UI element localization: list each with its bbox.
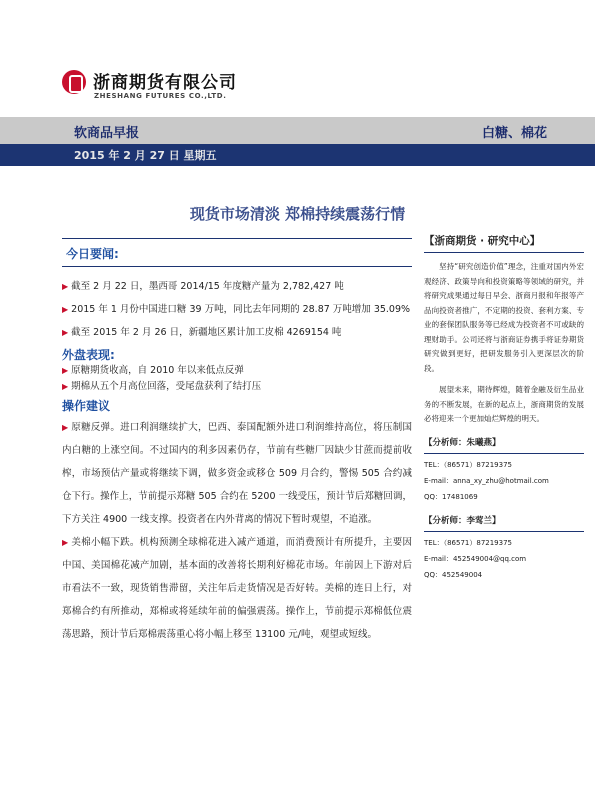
report-type-band [0, 117, 595, 144]
bullet-icon: ▶ [62, 382, 69, 391]
date-band [0, 144, 595, 166]
outer-item-text: 期棉从五个月高位回落，受尾盘获利了结打压 [71, 381, 262, 392]
today-news-title: 今日要闻: [66, 247, 119, 261]
company-name-en: ZHESHANG FUTURES CO.,LTD. [94, 92, 227, 100]
news-item-text: 2015 年 1 月份中国进口糖 39 万吨，同比去年同期的 28.87 万吨增加 35.09% [71, 304, 411, 315]
news-item-text: 截至 2 月 22 日，墨西哥 2014/15 年度糖产量为 2,782,427 吨 [71, 281, 344, 292]
analyst-qq: QQ：17481069 [424, 492, 478, 501]
news-item-text: 截至 2015 年 2 月 26 日，新疆地区累计加工皮棉 4269154 吨 [71, 327, 342, 338]
outer-item [62, 363, 412, 379]
bullet-icon: ▶ [62, 538, 69, 547]
outer-item-text: 原糖期货收高，自 2010 年以来低点反弹 [71, 365, 244, 376]
advice-paragraph-text: 原糖反弹。进口利润继续扩大，巴西、泰国配额外进口利润维持高位，将压制国内白糖的上涨空间。不过国内的利多因素仍存，节前有些糖厂因缺少甘蔗而提前收榨，市场预估产量或将继续下调，做多资金或移仓 509 月合约，警惕 505 合约减仓下行。操作上，节前提示郑糖 505 合约在 5200 一线受压，预计节后郑糖回调，下方关注 4900 一线支撑。投资者在内外背离的情况下暂时观望，不追涨。 [62, 422, 412, 525]
report-type: 软商品早报 [74, 126, 140, 141]
report-date: 2015 年 2 月 27 日 星期五 [74, 149, 217, 162]
today-news-header [62, 238, 412, 267]
report-products: 白糖、棉花 [481, 126, 547, 141]
sidebar-paragraph: 坚持“研究创造价值”理念，注重对国内外宏观经济、政策导向和投资策略等领域的研究，并将研究成果通过每日早会、浙商月报和年报等产品向投资者推广，不定期的投资、套利方案、专业的套保团队服务等已经成为投资者不可或缺的理财助手。公司还将与浙商证券携手将证券期货研究做到更好，把研发服务引入更深层次的阶段。 [424, 262, 584, 373]
analyst-tel: TEL：（86571）87219375 [424, 538, 512, 547]
analyst-name: 【分析师：李莺兰】 [424, 513, 584, 532]
bullet-icon: ▶ [62, 282, 69, 291]
bullet-icon: ▶ [62, 423, 69, 432]
company-name-cn: 浙商期货有限公司 [93, 73, 237, 93]
news-item [62, 321, 412, 344]
analyst-card [424, 513, 584, 583]
analyst-qq: QQ：452549004 [424, 570, 483, 579]
main-column [62, 238, 412, 646]
analyst-card [424, 435, 584, 505]
sidebar [424, 233, 584, 583]
advice-title: 操作建议 [62, 399, 111, 413]
company-logo [62, 70, 86, 94]
bullet-icon: ▶ [62, 305, 69, 314]
analyst-email[interactable]: E-mail：anna_xy_zhu@hotmail.com [424, 476, 549, 485]
advice-paragraph [62, 531, 412, 646]
bullet-icon: ▶ [62, 366, 69, 375]
bullet-icon: ▶ [62, 328, 69, 337]
report-title: 现货市场清淡 郑棉持续震荡行情 [189, 205, 406, 223]
analyst-name: 【分析师：朱曦燕】 [424, 435, 584, 454]
outer-market-title: 外盘表现: [62, 348, 115, 362]
analyst-email[interactable]: E-mail：452549004@qq.com [424, 554, 527, 563]
news-item [62, 275, 412, 298]
sidebar-paragraph: 展望未来，期待辉煌，随着金融及衍生品业务的不断发展，在新的起点上，浙商期货的发展必将迎来一个更加灿烂辉煌的明天。 [424, 385, 584, 423]
outer-item [62, 379, 412, 395]
news-item [62, 298, 412, 321]
advice-paragraph [62, 416, 412, 531]
sidebar-heading: 【浙商期货 · 研究中心】 [424, 233, 584, 253]
analyst-tel: TEL：（86571）87219375 [424, 460, 512, 469]
advice-paragraph-text: 美棉小幅下跌。机构预测全球棉花进入减产通道，而消费预计有所提升，主要因中国、美国棉花减产加剧，基本面的改善将长期利好棉花市场。年前因上下游对后市看法不一致，现货销售滞留，关注年后走货情况是否好转。美棉的连日上行，对郑棉合约有所推动，郑棉或将延续年前的偏强震荡。操作上，节前提示郑棉低位震荡思路，预计节后郑棉震荡重心将小幅上移至 13100 元/吨，观望或短线。 [62, 537, 412, 640]
